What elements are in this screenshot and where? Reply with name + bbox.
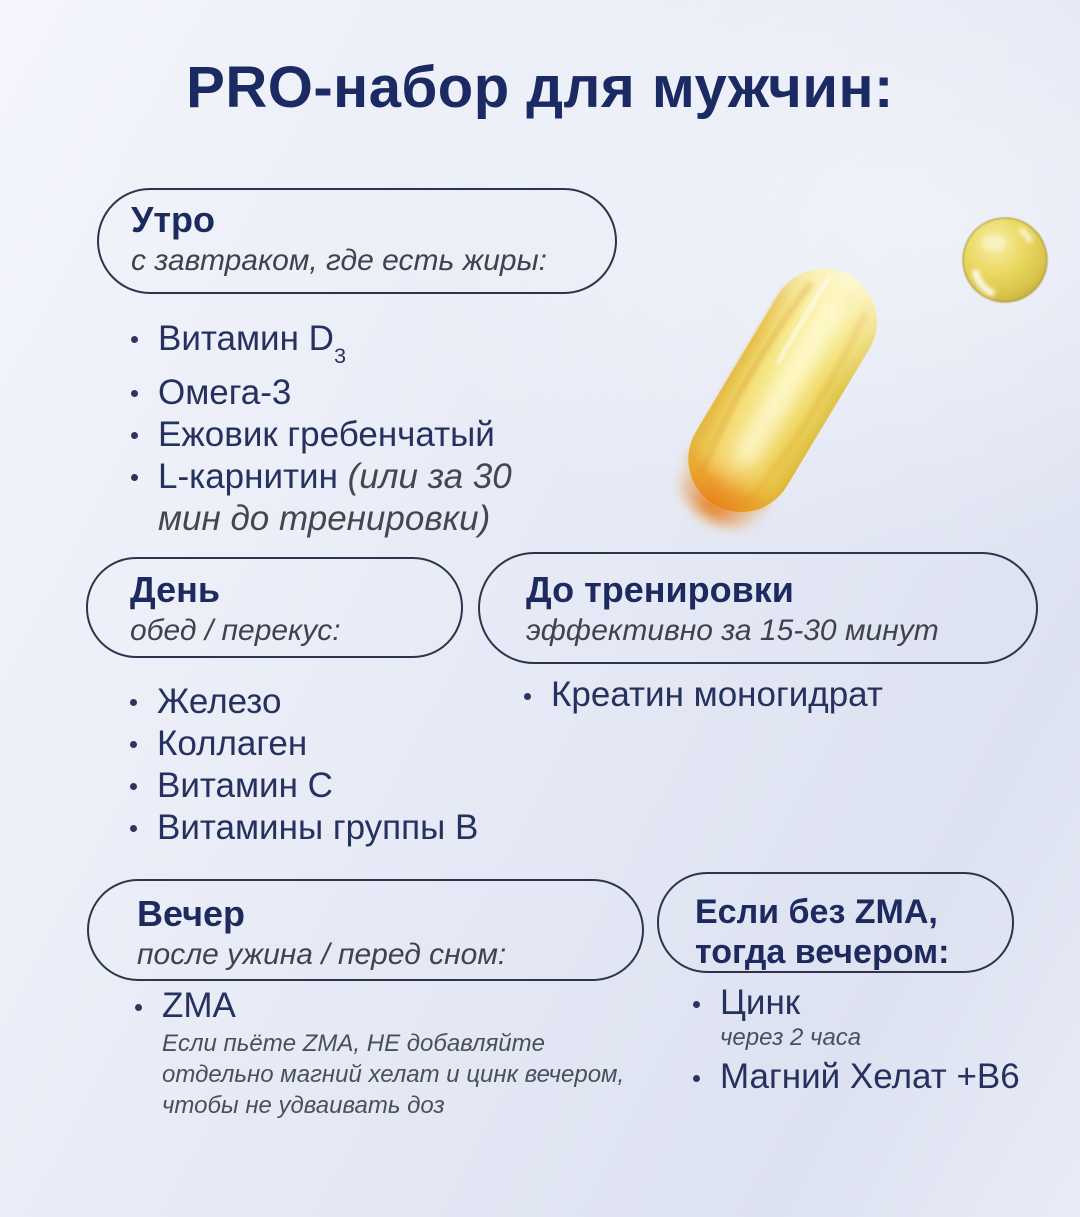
item-note: через 2 часа <box>720 1024 862 1051</box>
no-zma-list <box>693 983 1053 1097</box>
list-item <box>131 414 601 456</box>
bullet-icon <box>130 741 137 748</box>
bullet-icon <box>130 825 137 832</box>
item-note: Если пьёте ZMA, НЕ добавляйте отдельно магний хелат и цинк вечером, чтобы не удваивать доз <box>162 1030 625 1119</box>
bullet-icon <box>693 1075 700 1082</box>
item-inline-note: (или за 30 мин до тренировки) <box>158 457 512 538</box>
morning-label: Утро <box>131 199 216 240</box>
morning-list <box>131 318 601 540</box>
no-zma-label-line2: тогда вечером: <box>695 933 950 971</box>
evening-label: Вечер <box>137 893 246 934</box>
no-zma-section-header <box>657 872 1014 973</box>
pre-workout-subtitle: эффективно за 15-30 минут <box>526 614 939 647</box>
list-item <box>130 765 600 807</box>
subscript: 3 <box>333 342 347 368</box>
bullet-icon <box>131 474 138 481</box>
list-item <box>130 723 600 765</box>
evening-list <box>135 986 645 1121</box>
item-text: Витамин C <box>157 766 333 805</box>
item-text: Креатин моногидрат <box>551 675 883 714</box>
round-softgel-image <box>957 212 1053 308</box>
morning-section-header <box>97 188 617 294</box>
day-section-header <box>86 557 463 658</box>
bullet-icon <box>130 699 137 706</box>
pre-workout-list <box>524 675 1044 715</box>
list-item <box>130 807 600 849</box>
evening-subtitle: после ужина / перед сном: <box>137 938 507 971</box>
bullet-icon <box>135 1004 142 1011</box>
bullet-icon <box>131 336 138 343</box>
list-item <box>131 372 601 414</box>
list-item <box>693 1057 1053 1097</box>
pre-workout-label: До тренировки <box>526 569 794 610</box>
bullet-icon <box>130 783 137 790</box>
evening-section-header <box>87 879 644 981</box>
softgel-capsule-image <box>666 243 896 543</box>
list-item <box>130 681 600 723</box>
item-text: ZMA <box>162 986 236 1025</box>
item-text: Железо <box>157 682 282 721</box>
bullet-icon <box>693 1001 700 1008</box>
day-list <box>130 681 600 849</box>
list-item <box>693 983 1053 1053</box>
item-text: Витамин $D_3$ <box>158 319 347 368</box>
list-item <box>131 456 601 540</box>
day-label: День <box>130 569 220 610</box>
bullet-icon <box>131 432 138 439</box>
item-text: Витамины группы B <box>157 808 479 847</box>
bullet-icon <box>131 390 138 397</box>
list-item <box>131 318 601 372</box>
item-text: Цинк <box>720 983 801 1022</box>
day-subtitle: обед / перекус: <box>130 614 341 647</box>
page-title: PRO-набор для мужчин: <box>186 55 894 120</box>
item-text: Омега-3 <box>158 373 292 412</box>
no-zma-label-line1: Если без ZMA, <box>695 893 938 931</box>
item-text: L-карнитин (или за 30 мин до тренировки) <box>158 457 512 538</box>
pre-workout-section-header <box>478 552 1038 664</box>
morning-subtitle: с завтраком, где есть жиры: <box>131 244 547 277</box>
list-item <box>524 675 1044 715</box>
list-item <box>135 986 645 1121</box>
item-text: Ежовик гребенчатый <box>158 415 495 454</box>
item-text: Коллаген <box>157 724 308 763</box>
item-text: Магний Хелат +B6 <box>720 1057 1020 1096</box>
